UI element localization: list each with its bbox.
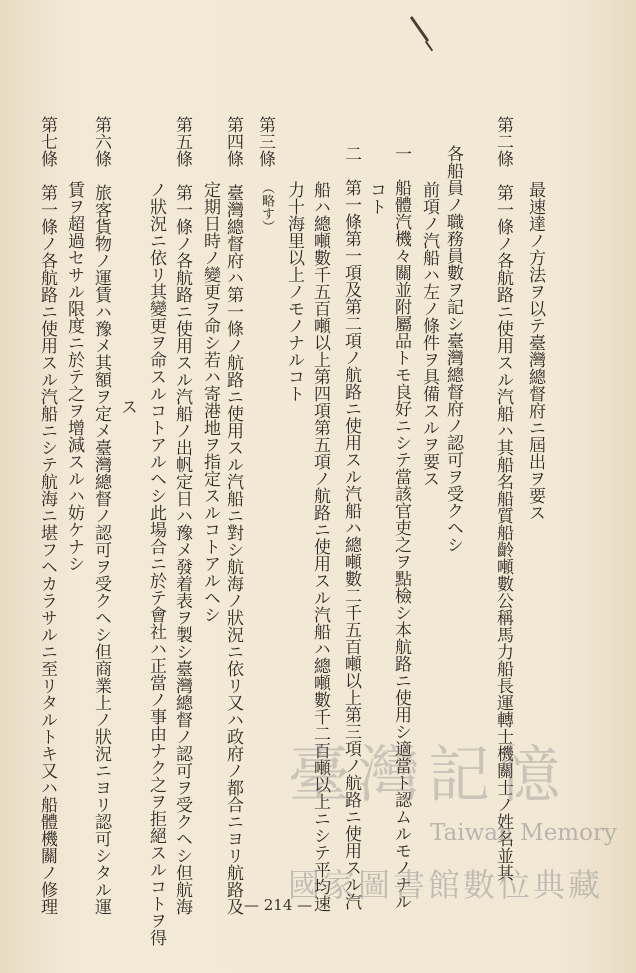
- text-column: ノ狀況ニ依リ其變更ヲ命スルコトアルヘシ此場合ニ於テ會社ハ正當ノ事由ナク之ヲ拒絕スルコトヲ得: [146, 181, 166, 946]
- text-column: コト: [366, 181, 386, 215]
- scratch-mark: [425, 41, 434, 52]
- text-column: 第四條 臺灣總督府ハ第一條ノ航路ニ使用スル汽船ニ對シ航海ノ狀況ニ依リ又ハ政府ノ都合ニヨリ航路及: [223, 116, 243, 915]
- text-column: 定期日時ノ變更ヲ命シ若ハ寄港地ヲ指定スルコトアルヘシ: [200, 181, 220, 623]
- text-column: 第六條 旅客貨物ノ運賃ハ豫メ其額ヲ定メ臺灣總督ノ認可ヲ受クヘシ但商業上ノ狀況ニヨリ認可シタル運: [91, 116, 111, 915]
- text-column: 最速達ノ方法ヲ以テ臺灣總督府ニ屆出ヲ要ス: [525, 181, 545, 521]
- text-column: 第二條 第一條ノ各航路ニ使用スル汽船ハ其船名船質船齡噸數公稱馬力船長運轉士機關士ノ姓名並其: [493, 116, 513, 881]
- text-column: 第七條 第一條ノ各航路ニ使用スル汽船ニシテ航海ニ堪フヘカラサルニ至リタルトキ又ハ船體機關ノ修理: [37, 116, 57, 915]
- text-column: 賃ヲ超過セサル限度ニ於テ之ヲ增減スルハ妨ケナシ: [64, 181, 84, 572]
- text-column: ス: [117, 398, 137, 415]
- text-column: 各船員ノ職務員數ヲ記シ臺灣總督府ノ認可ヲ受クヘシ: [443, 145, 463, 553]
- text-column: 船ハ總噸數千五百噸以上第四項第五項ノ航路ニ使用スル汽船ハ總噸數千二百噸以上ニシテ平均速: [310, 181, 330, 912]
- page-number: — 214 —: [244, 896, 313, 914]
- text-column: 第三條: [255, 116, 275, 167]
- watermark-library: 國家圖書館數位典藏: [288, 866, 604, 904]
- text-column: 力十海里以上ノモノナルコト: [284, 181, 304, 402]
- text-column: 前項ノ汽船ハ左ノ條件ヲ具備スルヲ要ス: [419, 181, 439, 487]
- text-column: （略す）: [259, 181, 274, 233]
- watermark-logo: 臺灣記憶: [288, 738, 569, 811]
- text-column: 二 第一條第一項及第二項ノ航路ニ使用スル汽船ハ總噸數二千五百噸以上第三項ノ航路ニ使用スル汽: [341, 145, 361, 910]
- watermark-english: Taiwan Memory: [430, 820, 617, 846]
- text-column: 一 船體汽機々關並附屬品トモ良好ニシテ當該官吏之ヲ點檢シ本航路ニ使用シ適當ト認ムルモノナル: [391, 145, 411, 910]
- text-column: 第五條 第一條ノ各航路ニ使用スル汽船ノ出帆定日ハ豫メ發着表ヲ製シ臺灣總督ノ認可ヲ受クヘシ但航海: [172, 116, 192, 915]
- scratch-mark: [410, 16, 430, 42]
